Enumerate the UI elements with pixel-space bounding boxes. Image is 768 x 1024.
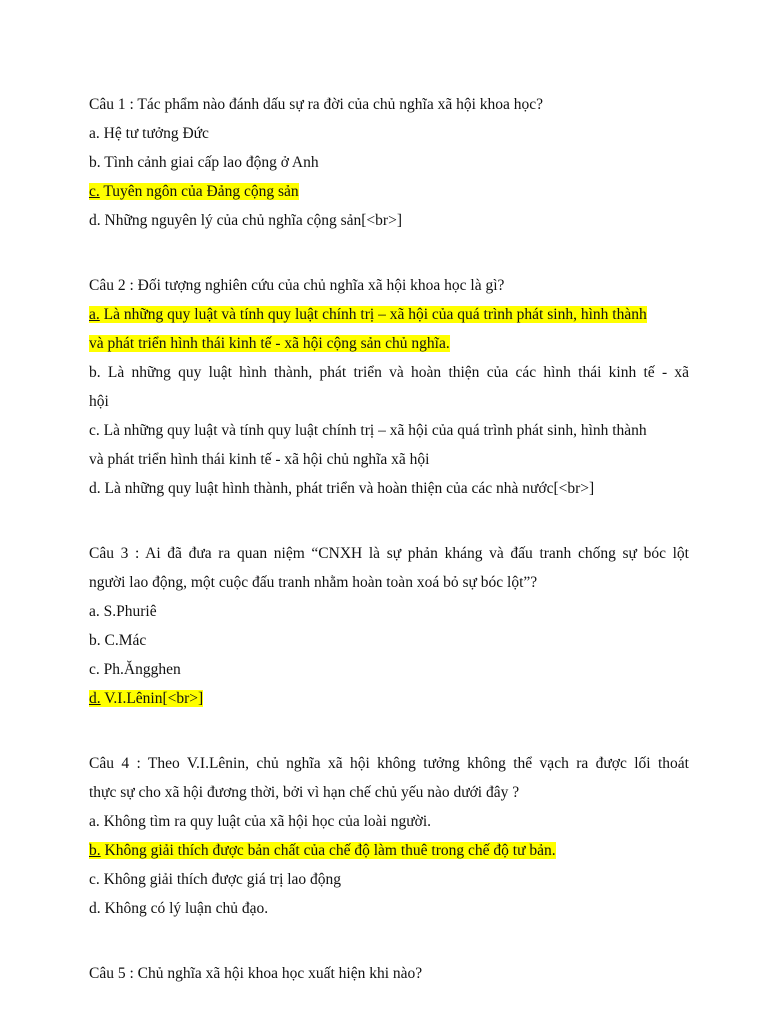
q2-option-b-line2: hội [89, 393, 109, 410]
question-block-5 [89, 959, 689, 988]
highlight [89, 690, 203, 707]
question-3-text-line1: Câu 3 : Ai đã đưa ra quan niệm “CNXH là sự phản kháng và đấu tranh chống sự bóc lột [89, 545, 689, 562]
q2-option-c-line2: và phát triển hình thái kinh tế - xã hội chủ nghĩa xã hội [89, 451, 430, 468]
question-block-2 [89, 271, 689, 503]
highlight: và phát triển hình thái kinh tế - xã hội cộng sản chủ nghĩa. [89, 335, 450, 352]
q2-option-b-line1: b. Là những quy luật hình thành, phát triển và hoàn thiện của các hình thái kinh tế - xã [89, 364, 689, 381]
q4-option-c: c. Không giải thích được giá trị lao động [89, 871, 342, 888]
highlight [89, 183, 299, 200]
q2-option-d: d. Là những quy luật hình thành, phát triển và hoàn thiện của các nhà nước[<br>] [89, 480, 595, 497]
q4-option-a: a. Không tìm ra quy luật của xã hội học của loài người. [89, 813, 432, 830]
question-5-text: Câu 5 : Chủ nghĩa xã hội khoa học xuất hiện khi nào? [89, 965, 423, 982]
highlight [89, 306, 647, 323]
q1-option-d: d. Những nguyên lý của chủ nghĩa cộng sản[<br>] [89, 212, 402, 229]
q1-option-b: b. Tình cảnh giai cấp lao động ở Anh [89, 154, 319, 171]
q2-option-a-correct-line1 [89, 300, 689, 329]
answer-text: Không giải thích được bản chất của chế độ làm thuê trong chế độ tư bản. [100, 842, 556, 859]
answer-letter: a. [89, 306, 100, 323]
answer-letter: b. [89, 842, 101, 859]
q1-option-c-correct [89, 177, 689, 206]
document-page [89, 90, 689, 988]
question-1-text: Câu 1 : Tác phẩm nào đánh dấu sự ra đời của chủ nghĩa xã hội khoa học? [89, 96, 544, 113]
q3-option-c: c. Ph.Ăngghen [89, 661, 181, 678]
q1-option-a: a. Hệ tư tưởng Đức [89, 125, 209, 142]
q2-option-c-line1: c. Là những quy luật và tính quy luật chính trị – xã hội của quá trình phát sinh, hình thành [89, 422, 647, 439]
highlight [89, 842, 556, 859]
q4-option-d: d. Không có lý luận chủ đạo. [89, 900, 269, 917]
answer-letter: c. [89, 183, 100, 200]
answer-text: Là những quy luật và tính quy luật chính trị – xã hội của quá trình phát sinh, hình thành [99, 306, 647, 323]
question-block-4 [89, 749, 689, 923]
question-3-text-line2: người lao động, một cuộc đấu tranh nhằm hoàn toàn xoá bỏ sự bóc lột”? [89, 574, 538, 591]
question-4-text-line2: thực sự cho xã hội đương thời, bởi vì hạn chế chủ yếu nào dưới đây ? [89, 784, 520, 801]
q3-option-b: b. C.Mác [89, 632, 147, 649]
answer-letter: d. [89, 690, 101, 707]
question-4-text-line1: Câu 4 : Theo V.I.Lênin, chủ nghĩa xã hội không tưởng không thể vạch ra được lối thoát [89, 755, 689, 772]
q3-option-a: a. S.Phuriê [89, 603, 157, 620]
question-2-text: Câu 2 : Đối tượng nghiên cứu của chủ nghĩa xã hội khoa học là gì? [89, 277, 505, 294]
q2-option-a-correct-line2 [89, 329, 689, 358]
q4-option-b-correct [89, 836, 689, 865]
q3-option-d-correct [89, 684, 689, 713]
question-block-1 [89, 90, 689, 235]
answer-text: Tuyên ngôn của Đảng cộng sản [99, 183, 299, 200]
answer-text: V.I.Lênin[<br>] [100, 690, 204, 707]
question-block-3 [89, 539, 689, 713]
